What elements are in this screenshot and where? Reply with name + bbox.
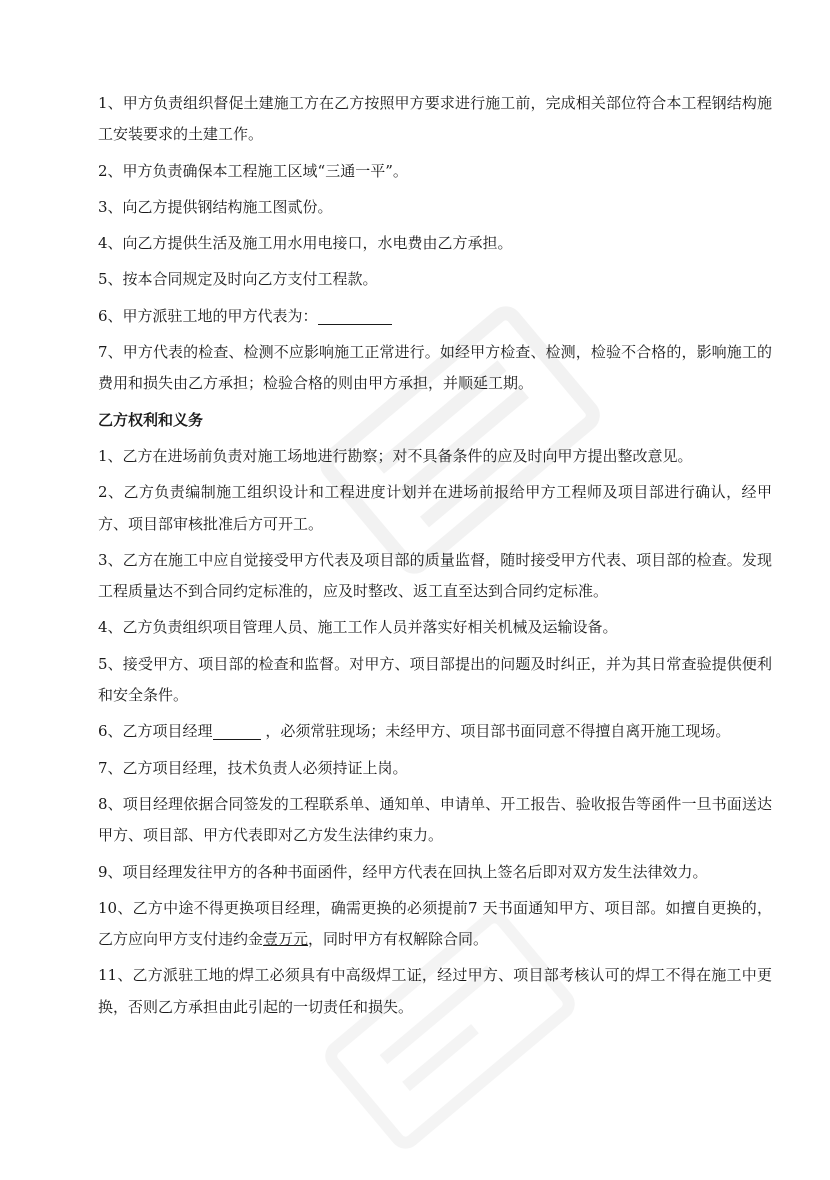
party-b-item-2: 2、乙方负责编制施工组织设计和工程进度计划并在进场前报给甲方工程师及项目部进行确认，经甲方、项目部审核批准后方可开工。 xyxy=(98,483,772,533)
party-b-item-6 xyxy=(98,716,772,747)
penalty-amount: 壹万元 xyxy=(263,930,309,949)
party-b-item-6-prefix: 6、乙方项目经理 xyxy=(98,722,213,741)
party-b-item-11: 11、乙方派驻工地的焊工必须具有中高级焊工证，经过甲方、项目部考核认可的焊工不得在施工中更换，否则乙方承担由此引起的一切责任和损失。 xyxy=(98,966,772,1016)
party-b-item-4: 4、乙方负责组织项目管理人员、施工工作人员并落实好相关机械及运输设备。 xyxy=(98,618,618,637)
party-b-item-5: 5、接受甲方、项目部的检查和监督。对甲方、项目部提出的问题及时纠正，并为其日常查验提供便利和安全条件。 xyxy=(98,654,772,705)
party-a-item-1: 1、甲方负责组织督促土建施工方在乙方按照甲方要求进行施工前，完成相关部位符合本工程钢结构施工安装要求的土建工作。 xyxy=(98,94,772,144)
party-b-item-3: 3、乙方在施工中应自觉接受甲方代表及项目部的质量监督，随时接受甲方代表、项目部的检查。发现工程质量达不到合同约定标准的，应及时整改、返工直至达到合同约定标准。 xyxy=(98,550,772,601)
party-b-heading: 乙方权利和义务 xyxy=(98,410,204,429)
party-b-item-6-suffix: ，必须常驻现场；未经甲方、项目部书面同意不得擅自离开施工现场。 xyxy=(265,722,731,741)
party-a-item-3: 3、向乙方提供钢结构施工图贰份。 xyxy=(98,197,333,216)
party-a-representative-blank xyxy=(318,308,392,325)
party-b-item-8: 8、项目经理依据合同签发的工程联系单、通知单、申请单、开工报告、验收报告等函件一旦书面送达甲方、项目部、甲方代表即对乙方发生法律约束力。 xyxy=(98,794,772,845)
party-b-item-9: 9、项目经理发往甲方的各种书面函件，经甲方代表在回执上签名后即对双方发生法律效力。 xyxy=(98,862,708,881)
party-b-item-10-text-end: ，同时甲方有权解除合同。 xyxy=(308,930,489,949)
party-a-item-2: 2、甲方负责确保本工程施工区域“三通一平”。 xyxy=(98,161,408,180)
party-b-item-10-text: 10、乙方中途不得更换项目经理，确需更换的必须提前7 天书面通知甲方、项目部。如擅自更换的，乙方应向甲方支付违约金 xyxy=(98,898,772,949)
party-a-item-6-text: 6、甲方派驻工地的甲方代表为： xyxy=(98,306,318,325)
party-a-item-4: 4、向乙方提供生活及施工用水用电接口，水电费由乙方承担。 xyxy=(98,234,513,253)
document-body xyxy=(98,88,772,1028)
party-a-item-6 xyxy=(98,301,772,332)
party-b-item-1: 1、乙方在进场前负责对施工场地进行勘察；对不具备条件的应及时向甲方提出整改意见。 xyxy=(98,446,693,465)
party-a-item-5: 5、按本合同规定及时向乙方支付工程款。 xyxy=(98,270,378,289)
party-a-item-7: 7、甲方代表的检查、检测不应影响施工正常进行。如经甲方检查、检测，检验不合格的，影响施工的费用和损失由乙方承担；检验合格的则由甲方承担，并顺延工期。 xyxy=(98,343,772,393)
project-manager-blank xyxy=(213,723,261,740)
party-b-item-10 xyxy=(98,893,772,956)
party-b-item-7: 7、乙方项目经理，技术负责人必须持证上岗。 xyxy=(98,758,408,777)
